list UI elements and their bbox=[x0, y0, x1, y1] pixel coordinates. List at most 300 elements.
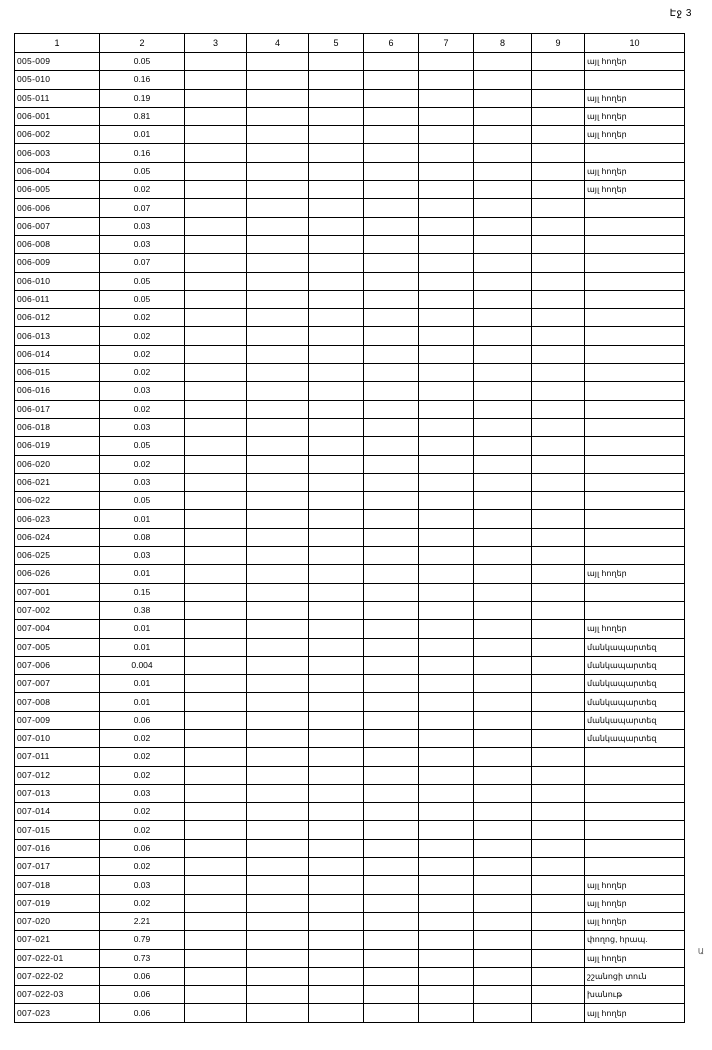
cell-empty-col-6 bbox=[364, 839, 419, 857]
cell-empty-col-3 bbox=[185, 839, 247, 857]
cell-empty-col-5 bbox=[309, 565, 364, 583]
cell-empty-col-8 bbox=[474, 784, 532, 802]
table-row bbox=[15, 912, 685, 930]
table-row bbox=[15, 638, 685, 656]
table-row bbox=[15, 729, 685, 747]
cell-empty-col-9 bbox=[532, 217, 585, 235]
cell-parcel-code: 006-009 bbox=[15, 254, 100, 272]
cell-empty-col-4 bbox=[247, 547, 309, 565]
cell-note: մանկապարտեզ bbox=[585, 729, 685, 747]
cell-area-value: 0.08 bbox=[100, 528, 185, 546]
cell-empty-col-8 bbox=[474, 839, 532, 857]
cell-area-value: 0.16 bbox=[100, 144, 185, 162]
cell-area-value: 0.05 bbox=[100, 272, 185, 290]
cell-empty-col-4 bbox=[247, 71, 309, 89]
cell-parcel-code: 006-019 bbox=[15, 437, 100, 455]
table-row bbox=[15, 144, 685, 162]
cell-empty-col-9 bbox=[532, 986, 585, 1004]
cell-parcel-code: 006-026 bbox=[15, 565, 100, 583]
cell-empty-col-4 bbox=[247, 126, 309, 144]
cell-empty-col-7 bbox=[419, 638, 474, 656]
cell-empty-col-7 bbox=[419, 565, 474, 583]
cell-parcel-code: 007-016 bbox=[15, 839, 100, 857]
cell-empty-col-4 bbox=[247, 144, 309, 162]
table-row bbox=[15, 53, 685, 71]
cell-empty-col-9 bbox=[532, 71, 585, 89]
cell-empty-col-9 bbox=[532, 400, 585, 418]
cell-empty-col-8 bbox=[474, 327, 532, 345]
cell-empty-col-8 bbox=[474, 656, 532, 674]
cell-area-value: 0.03 bbox=[100, 473, 185, 491]
cell-empty-col-7 bbox=[419, 967, 474, 985]
cell-empty-col-8 bbox=[474, 748, 532, 766]
cell-parcel-code: 007-011 bbox=[15, 748, 100, 766]
table-row bbox=[15, 784, 685, 802]
cell-empty-col-5 bbox=[309, 894, 364, 912]
table-row bbox=[15, 345, 685, 363]
cell-empty-col-9 bbox=[532, 601, 585, 619]
cell-empty-col-3 bbox=[185, 126, 247, 144]
cell-empty-col-9 bbox=[532, 638, 585, 656]
column-header-4: 4 bbox=[247, 34, 309, 53]
cell-empty-col-4 bbox=[247, 437, 309, 455]
cell-note bbox=[585, 400, 685, 418]
cell-empty-col-4 bbox=[247, 620, 309, 638]
cell-empty-col-6 bbox=[364, 711, 419, 729]
table-row bbox=[15, 876, 685, 894]
cell-empty-col-5 bbox=[309, 382, 364, 400]
cell-parcel-code: 007-022-02 bbox=[15, 967, 100, 985]
cell-empty-col-4 bbox=[247, 1004, 309, 1022]
table-row bbox=[15, 71, 685, 89]
column-header-1: 1 bbox=[15, 34, 100, 53]
cell-empty-col-7 bbox=[419, 309, 474, 327]
cell-area-value: 0.15 bbox=[100, 583, 185, 601]
cell-note: այլ հողեր bbox=[585, 620, 685, 638]
cell-note: այլ հողեր bbox=[585, 876, 685, 894]
cell-empty-col-7 bbox=[419, 71, 474, 89]
cell-note bbox=[585, 858, 685, 876]
cell-empty-col-6 bbox=[364, 528, 419, 546]
cell-empty-col-3 bbox=[185, 327, 247, 345]
cell-parcel-code: 006-005 bbox=[15, 181, 100, 199]
cell-empty-col-4 bbox=[247, 766, 309, 784]
cell-empty-col-4 bbox=[247, 638, 309, 656]
cell-empty-col-6 bbox=[364, 327, 419, 345]
cell-empty-col-5 bbox=[309, 748, 364, 766]
cell-note bbox=[585, 766, 685, 784]
cell-empty-col-5 bbox=[309, 711, 364, 729]
table-row bbox=[15, 254, 685, 272]
cell-empty-col-4 bbox=[247, 510, 309, 528]
cell-area-value: 0.02 bbox=[100, 327, 185, 345]
cell-empty-col-6 bbox=[364, 126, 419, 144]
cell-empty-col-3 bbox=[185, 53, 247, 71]
cell-area-value: 0.03 bbox=[100, 217, 185, 235]
cell-empty-col-9 bbox=[532, 162, 585, 180]
column-header-3: 3 bbox=[185, 34, 247, 53]
cell-empty-col-9 bbox=[532, 547, 585, 565]
cell-empty-col-5 bbox=[309, 290, 364, 308]
cell-note bbox=[585, 821, 685, 839]
cell-empty-col-7 bbox=[419, 235, 474, 253]
cell-note bbox=[585, 364, 685, 382]
cell-empty-col-5 bbox=[309, 199, 364, 217]
cell-empty-col-6 bbox=[364, 217, 419, 235]
cell-empty-col-3 bbox=[185, 254, 247, 272]
cell-empty-col-8 bbox=[474, 400, 532, 418]
cell-empty-col-4 bbox=[247, 601, 309, 619]
cell-empty-col-9 bbox=[532, 784, 585, 802]
cell-empty-col-3 bbox=[185, 181, 247, 199]
cell-area-value: 0.05 bbox=[100, 162, 185, 180]
cell-empty-col-8 bbox=[474, 254, 532, 272]
cell-note: այլ հողեր bbox=[585, 126, 685, 144]
column-header-6: 6 bbox=[364, 34, 419, 53]
cell-area-value: 0.004 bbox=[100, 656, 185, 674]
cell-empty-col-5 bbox=[309, 492, 364, 510]
cell-empty-col-6 bbox=[364, 693, 419, 711]
cell-note: մանկապարտեզ bbox=[585, 711, 685, 729]
cell-empty-col-4 bbox=[247, 400, 309, 418]
cell-parcel-code: 007-021 bbox=[15, 931, 100, 949]
table-row bbox=[15, 931, 685, 949]
cell-parcel-code: 006-010 bbox=[15, 272, 100, 290]
table-row bbox=[15, 89, 685, 107]
cell-area-value: 0.02 bbox=[100, 894, 185, 912]
cell-empty-col-6 bbox=[364, 382, 419, 400]
cell-area-value: 0.07 bbox=[100, 254, 185, 272]
table-row bbox=[15, 967, 685, 985]
cell-parcel-code: 007-017 bbox=[15, 858, 100, 876]
cell-note: շշանոցի տուն bbox=[585, 967, 685, 985]
cell-empty-col-7 bbox=[419, 126, 474, 144]
cell-empty-col-7 bbox=[419, 327, 474, 345]
cell-empty-col-5 bbox=[309, 437, 364, 455]
cell-empty-col-8 bbox=[474, 235, 532, 253]
cell-area-value: 0.19 bbox=[100, 89, 185, 107]
cell-empty-col-7 bbox=[419, 803, 474, 821]
cell-note bbox=[585, 199, 685, 217]
cell-empty-col-7 bbox=[419, 876, 474, 894]
cell-empty-col-8 bbox=[474, 199, 532, 217]
cell-note: այլ հողեր bbox=[585, 565, 685, 583]
cell-area-value: 0.01 bbox=[100, 126, 185, 144]
table-row bbox=[15, 510, 685, 528]
cell-empty-col-6 bbox=[364, 53, 419, 71]
cell-parcel-code: 007-023 bbox=[15, 1004, 100, 1022]
table-row bbox=[15, 821, 685, 839]
cell-empty-col-3 bbox=[185, 400, 247, 418]
cell-parcel-code: 006-022 bbox=[15, 492, 100, 510]
table-row bbox=[15, 528, 685, 546]
cell-empty-col-9 bbox=[532, 766, 585, 784]
table-row bbox=[15, 364, 685, 382]
cell-area-value: 0.02 bbox=[100, 345, 185, 363]
cell-empty-col-3 bbox=[185, 1004, 247, 1022]
table-row bbox=[15, 620, 685, 638]
cell-empty-col-7 bbox=[419, 400, 474, 418]
cell-empty-col-4 bbox=[247, 382, 309, 400]
column-header-2: 2 bbox=[100, 34, 185, 53]
cell-empty-col-4 bbox=[247, 364, 309, 382]
cell-note bbox=[585, 473, 685, 491]
cell-parcel-code: 006-021 bbox=[15, 473, 100, 491]
table-row bbox=[15, 199, 685, 217]
cell-empty-col-9 bbox=[532, 455, 585, 473]
cell-empty-col-8 bbox=[474, 620, 532, 638]
table-row bbox=[15, 656, 685, 674]
column-header-7: 7 bbox=[419, 34, 474, 53]
cell-note: այլ հողեր bbox=[585, 894, 685, 912]
cell-empty-col-3 bbox=[185, 199, 247, 217]
table-row bbox=[15, 839, 685, 857]
cell-empty-col-7 bbox=[419, 711, 474, 729]
cell-empty-col-6 bbox=[364, 71, 419, 89]
cell-empty-col-5 bbox=[309, 620, 364, 638]
cell-empty-col-8 bbox=[474, 894, 532, 912]
cell-empty-col-5 bbox=[309, 235, 364, 253]
cell-note: մանկապարտեզ bbox=[585, 675, 685, 693]
cell-empty-col-8 bbox=[474, 492, 532, 510]
cell-empty-col-6 bbox=[364, 345, 419, 363]
cell-empty-col-5 bbox=[309, 400, 364, 418]
cell-empty-col-9 bbox=[532, 748, 585, 766]
cell-empty-col-3 bbox=[185, 492, 247, 510]
cell-empty-col-9 bbox=[532, 89, 585, 107]
cell-empty-col-4 bbox=[247, 235, 309, 253]
cell-note: մանկապարտեզ bbox=[585, 693, 685, 711]
table-row bbox=[15, 181, 685, 199]
cell-parcel-code: 007-004 bbox=[15, 620, 100, 638]
cell-empty-col-6 bbox=[364, 986, 419, 1004]
cell-empty-col-6 bbox=[364, 510, 419, 528]
cell-parcel-code: 007-005 bbox=[15, 638, 100, 656]
cell-empty-col-9 bbox=[532, 894, 585, 912]
cell-empty-col-4 bbox=[247, 803, 309, 821]
cell-area-value: 0.05 bbox=[100, 290, 185, 308]
cell-empty-col-8 bbox=[474, 53, 532, 71]
cell-empty-col-8 bbox=[474, 583, 532, 601]
land-parcel-table bbox=[14, 33, 685, 1023]
cell-area-value: 0.07 bbox=[100, 199, 185, 217]
cell-empty-col-6 bbox=[364, 803, 419, 821]
cell-empty-col-5 bbox=[309, 181, 364, 199]
cell-empty-col-4 bbox=[247, 748, 309, 766]
cell-empty-col-9 bbox=[532, 199, 585, 217]
cell-empty-col-4 bbox=[247, 162, 309, 180]
cell-empty-col-5 bbox=[309, 162, 364, 180]
cell-empty-col-6 bbox=[364, 766, 419, 784]
cell-empty-col-9 bbox=[532, 345, 585, 363]
cell-parcel-code: 007-002 bbox=[15, 601, 100, 619]
cell-empty-col-5 bbox=[309, 309, 364, 327]
table-row bbox=[15, 565, 685, 583]
cell-empty-col-9 bbox=[532, 528, 585, 546]
table-row bbox=[15, 803, 685, 821]
cell-area-value: 0.06 bbox=[100, 1004, 185, 1022]
cell-empty-col-3 bbox=[185, 711, 247, 729]
cell-empty-col-4 bbox=[247, 199, 309, 217]
table-row bbox=[15, 894, 685, 912]
page-label: Էջ 3 bbox=[669, 8, 692, 19]
cell-area-value: 0.06 bbox=[100, 986, 185, 1004]
cell-parcel-code: 007-018 bbox=[15, 876, 100, 894]
cell-area-value: 0.02 bbox=[100, 400, 185, 418]
cell-empty-col-7 bbox=[419, 547, 474, 565]
cell-parcel-code: 005-009 bbox=[15, 53, 100, 71]
cell-empty-col-6 bbox=[364, 748, 419, 766]
cell-empty-col-3 bbox=[185, 162, 247, 180]
cell-empty-col-7 bbox=[419, 583, 474, 601]
table-row bbox=[15, 547, 685, 565]
cell-parcel-code: 006-024 bbox=[15, 528, 100, 546]
cell-area-value: 0.02 bbox=[100, 821, 185, 839]
cell-empty-col-5 bbox=[309, 53, 364, 71]
cell-area-value: 0.02 bbox=[100, 364, 185, 382]
cell-parcel-code: 006-013 bbox=[15, 327, 100, 345]
cell-empty-col-7 bbox=[419, 528, 474, 546]
cell-empty-col-3 bbox=[185, 693, 247, 711]
cell-parcel-code: 007-013 bbox=[15, 784, 100, 802]
cell-empty-col-5 bbox=[309, 729, 364, 747]
cell-empty-col-9 bbox=[532, 656, 585, 674]
table-row bbox=[15, 949, 685, 967]
cell-empty-col-4 bbox=[247, 528, 309, 546]
cell-note bbox=[585, 217, 685, 235]
cell-parcel-code: 006-015 bbox=[15, 364, 100, 382]
table-row bbox=[15, 217, 685, 235]
table-header-row bbox=[15, 34, 685, 53]
cell-note bbox=[585, 492, 685, 510]
cell-empty-col-3 bbox=[185, 986, 247, 1004]
cell-area-value: 0.03 bbox=[100, 418, 185, 436]
cell-empty-col-7 bbox=[419, 107, 474, 125]
cell-note: այլ հողեր bbox=[585, 107, 685, 125]
table-row bbox=[15, 327, 685, 345]
cell-empty-col-9 bbox=[532, 583, 585, 601]
cell-empty-col-7 bbox=[419, 949, 474, 967]
cell-note: այլ հողեր bbox=[585, 53, 685, 71]
cell-area-value: 0.01 bbox=[100, 693, 185, 711]
cell-empty-col-6 bbox=[364, 162, 419, 180]
cell-empty-col-8 bbox=[474, 107, 532, 125]
cell-empty-col-7 bbox=[419, 784, 474, 802]
cell-empty-col-9 bbox=[532, 309, 585, 327]
cell-empty-col-8 bbox=[474, 144, 532, 162]
cell-empty-col-3 bbox=[185, 309, 247, 327]
cell-area-value: 0.79 bbox=[100, 931, 185, 949]
cell-empty-col-8 bbox=[474, 473, 532, 491]
cell-area-value: 2.21 bbox=[100, 912, 185, 930]
cell-parcel-code: 007-006 bbox=[15, 656, 100, 674]
cell-empty-col-7 bbox=[419, 272, 474, 290]
table-row bbox=[15, 693, 685, 711]
cell-empty-col-4 bbox=[247, 492, 309, 510]
cell-note: մանկապարտեզ bbox=[585, 656, 685, 674]
cell-note bbox=[585, 455, 685, 473]
cell-note bbox=[585, 510, 685, 528]
cell-empty-col-5 bbox=[309, 675, 364, 693]
cell-empty-col-9 bbox=[532, 144, 585, 162]
cell-empty-col-8 bbox=[474, 803, 532, 821]
table-row bbox=[15, 162, 685, 180]
cell-note bbox=[585, 803, 685, 821]
cell-empty-col-7 bbox=[419, 345, 474, 363]
table-row bbox=[15, 473, 685, 491]
cell-empty-col-6 bbox=[364, 455, 419, 473]
cell-parcel-code: 007-010 bbox=[15, 729, 100, 747]
cell-empty-col-5 bbox=[309, 107, 364, 125]
cell-note bbox=[585, 528, 685, 546]
cell-empty-col-9 bbox=[532, 693, 585, 711]
cell-empty-col-9 bbox=[532, 729, 585, 747]
cell-empty-col-8 bbox=[474, 711, 532, 729]
cell-empty-col-6 bbox=[364, 949, 419, 967]
cell-area-value: 0.02 bbox=[100, 181, 185, 199]
cell-empty-col-5 bbox=[309, 967, 364, 985]
cell-empty-col-8 bbox=[474, 181, 532, 199]
cell-empty-col-9 bbox=[532, 839, 585, 857]
cell-empty-col-5 bbox=[309, 821, 364, 839]
cell-empty-col-6 bbox=[364, 821, 419, 839]
cell-empty-col-8 bbox=[474, 162, 532, 180]
column-header-5: 5 bbox=[309, 34, 364, 53]
cell-empty-col-7 bbox=[419, 181, 474, 199]
cell-empty-col-6 bbox=[364, 876, 419, 894]
cell-empty-col-8 bbox=[474, 638, 532, 656]
cell-parcel-code: 007-007 bbox=[15, 675, 100, 693]
cell-empty-col-4 bbox=[247, 181, 309, 199]
cell-empty-col-7 bbox=[419, 418, 474, 436]
cell-empty-col-9 bbox=[532, 912, 585, 930]
cell-parcel-code: 007-019 bbox=[15, 894, 100, 912]
cell-parcel-code: 006-017 bbox=[15, 400, 100, 418]
cell-empty-col-6 bbox=[364, 235, 419, 253]
cell-note bbox=[585, 748, 685, 766]
table-row bbox=[15, 418, 685, 436]
cell-parcel-code: 006-012 bbox=[15, 309, 100, 327]
cell-empty-col-6 bbox=[364, 894, 419, 912]
cell-empty-col-3 bbox=[185, 547, 247, 565]
cell-empty-col-8 bbox=[474, 547, 532, 565]
cell-parcel-code: 006-001 bbox=[15, 107, 100, 125]
cell-note bbox=[585, 437, 685, 455]
cell-note: այլ հողեր bbox=[585, 162, 685, 180]
cell-empty-col-5 bbox=[309, 327, 364, 345]
cell-empty-col-4 bbox=[247, 931, 309, 949]
cell-note bbox=[585, 235, 685, 253]
cell-empty-col-3 bbox=[185, 345, 247, 363]
cell-note bbox=[585, 272, 685, 290]
cell-area-value: 0.02 bbox=[100, 729, 185, 747]
cell-empty-col-4 bbox=[247, 53, 309, 71]
cell-empty-col-7 bbox=[419, 601, 474, 619]
cell-empty-col-5 bbox=[309, 528, 364, 546]
cell-empty-col-7 bbox=[419, 254, 474, 272]
cell-note bbox=[585, 382, 685, 400]
cell-empty-col-3 bbox=[185, 235, 247, 253]
cell-parcel-code: 006-004 bbox=[15, 162, 100, 180]
cell-empty-col-3 bbox=[185, 766, 247, 784]
cell-empty-col-3 bbox=[185, 803, 247, 821]
cell-empty-col-5 bbox=[309, 839, 364, 857]
cell-empty-col-6 bbox=[364, 858, 419, 876]
cell-area-value: 0.01 bbox=[100, 620, 185, 638]
cell-note: այլ հողեր bbox=[585, 912, 685, 930]
table-row bbox=[15, 492, 685, 510]
cell-empty-col-9 bbox=[532, 364, 585, 382]
